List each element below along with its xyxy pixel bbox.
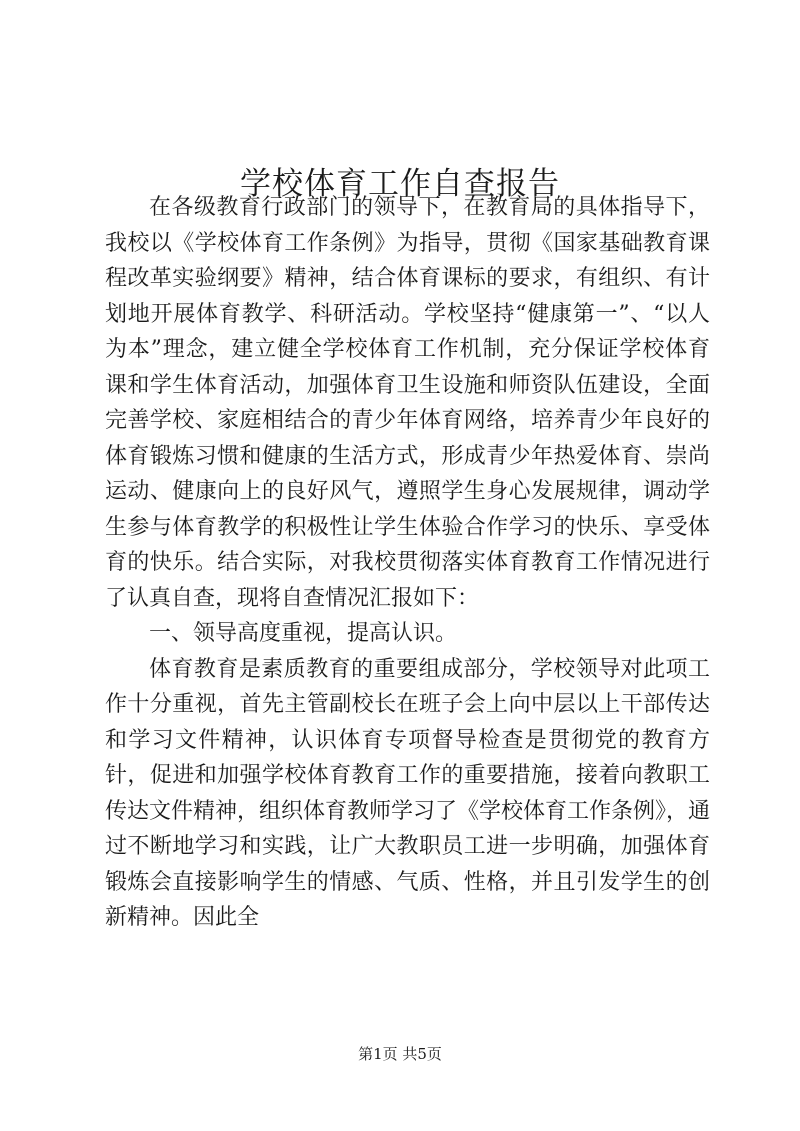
section-heading-1: 一、领导高度重视，提高认识。 — [149, 621, 458, 646]
page-number-footer: 第1页 共5页 — [358, 1045, 442, 1063]
intro-paragraph: 在各级教育行政部门的领导下，在教育局的具体指导下，我校以《学校体育工作条例》为指导，贯彻《国家基础教育课程改革实验纲要》精神，结合体育课标的要求，有组织、有计划地开展体育教学、科研活动。学校坚持“健康第一”、“以人为本”理念，建立健全学校体育工作机制，充分保证学校体育课和学生体育活动，加强体育卫生设施和师资队伍建设，全面完善学校、家庭相结合的青少年体育网络，培养青少年良好的体育锻炼习惯和健康的生活方式，形成青少年热爱体育、崇尚运动、健康向上的良好风气，遵照学生身心发展规律，调动学生参与体育教学的积极性让学生体验合作学习的快乐、享受体育的快乐。结合实际，对我校贯彻落实体育教育工作情况进行了认真自查，现将自查情况汇报如下： — [105, 195, 710, 611]
section-1-paragraph: 体育教育是素质教育的重要组成部分，学校领导对此项工作十分重视，首先主管副校长在班子会上向中层以上干部传达和学习文件精神，认识体育专项督导检查是贯彻党的教育方针，促进和加强学校体育教育工作的重要措施，接着向教职工传达文件精神，组织体育教师学习了《学校体育工作条例》，通过不断地学习和实践，让广大教职员工进一步明确，加强体育锻炼会直接影响学生的情感、气质、性格，并且引发学生的创新精神。因此全 — [105, 656, 711, 930]
document-body — [105, 190, 710, 936]
document-title: 学校体育工作自查报告 — [240, 165, 560, 202]
